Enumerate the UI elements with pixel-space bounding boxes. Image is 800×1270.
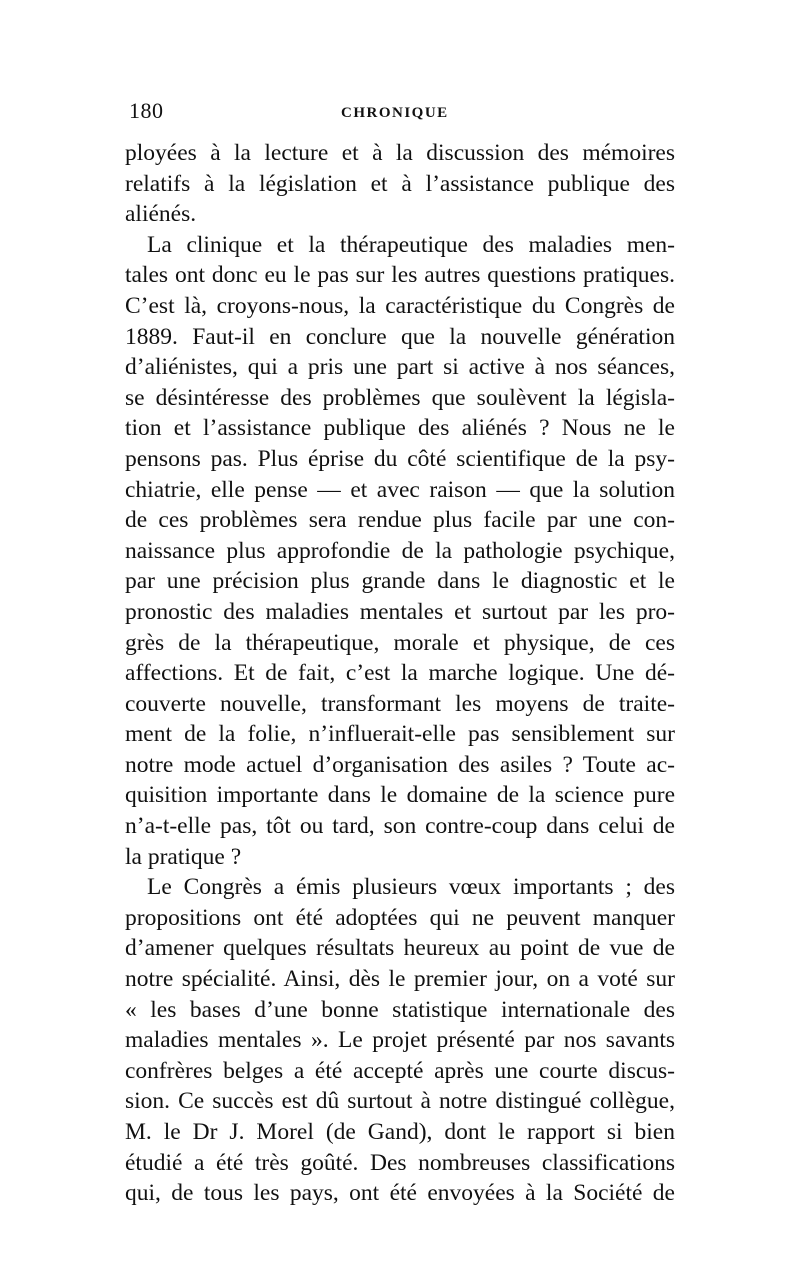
text-line: ment de la folie, n’influerait-elle pas sensiblement sur (125, 721, 675, 748)
text-line: de ces problèmes sera rendue plus facile par une con- (125, 507, 675, 534)
text-line: se désintéresse des problèmes que soulèvent la législa- (125, 384, 675, 411)
text-line: La clinique et la thérapeutique des maladies men- (147, 231, 675, 258)
page-number: 180 (129, 98, 164, 123)
text-line: C’est là, croyons-nous, la caractéristique du Congrès de (125, 292, 675, 319)
text-line: pronostic des maladies mentales et surtout par les pro- (125, 598, 675, 625)
body-text (125, 138, 675, 1209)
text-line: grès de la thérapeutique, morale et physique, de ces (125, 629, 675, 656)
text-line: par une précision plus grande dans le diagnostic et le (125, 568, 675, 595)
text-line: d’amener quelques résultats heureux au point de vue de (125, 935, 675, 962)
text-line: tales ont donc eu le pas sur les autres questions pratiques. (125, 262, 675, 289)
text-line: relatifs à la législation et à l’assistance publique des (125, 170, 675, 197)
text-line: affections. Et de fait, c’est la marche logique. Une dé- (125, 660, 675, 687)
text-line: « les bases d’une bonne statistique internationale des (125, 996, 675, 1023)
text-line: confrères belges a été accepté après une courte discus- (125, 1057, 675, 1084)
text-line: propositions ont été adoptées qui ne peuvent manquer (125, 904, 675, 931)
text-line: d’aliénistes, qui a pris une part si active à nos séances, (125, 354, 675, 381)
running-head-title: CHRONIQUE (341, 105, 449, 121)
text-line: chiatrie, elle pense — et avec raison — que la solution (125, 476, 675, 503)
text-line: sion. Ce succès est dû surtout à notre distingué collègue, (125, 1088, 675, 1115)
text-line: quisition importante dans le domaine de la science pure (125, 782, 675, 809)
text-line: la pratique ? (125, 843, 242, 870)
text-line: qui, de tous les pays, ont été envoyées à la Société de (125, 1180, 675, 1207)
text-line: couverte nouvelle, transformant les moyens de traite- (125, 690, 675, 717)
book-page (125, 96, 675, 1209)
text-line: maladies mentales ». Le projet présenté par nos savants (125, 1027, 675, 1054)
text-line: pensons pas. Plus éprise du côté scientifique de la psy- (125, 445, 675, 472)
text-line: aliénés. (125, 201, 197, 228)
text-line: étudié a été très goûté. Des nombreuses classifications (125, 1149, 675, 1176)
text-line: notre mode actuel d’organisation des asiles ? Toute ac- (125, 751, 675, 778)
text-line: Le Congrès a émis plusieurs vœux importants ; des (147, 874, 675, 901)
text-line: notre spécialité. Ainsi, dès le premier jour, on a voté sur (125, 966, 675, 993)
text-line: 1889. Faut-il en conclure que la nouvelle génération (125, 323, 675, 350)
running-head (125, 96, 675, 126)
text-line: M. le Dr J. Morel (de Gand), dont le rapport si bien (125, 1119, 675, 1145)
text-line: naissance plus approfondie de la pathologie psychique, (125, 537, 675, 564)
text-line: ployées à la lecture et à la discussion des mémoires (125, 140, 675, 166)
text-line: n’a-t-elle pas, tôt ou tard, son contre-coup dans celui de (125, 813, 675, 840)
text-line: tion et l’assistance publique des aliénés ? Nous ne le (125, 415, 675, 442)
